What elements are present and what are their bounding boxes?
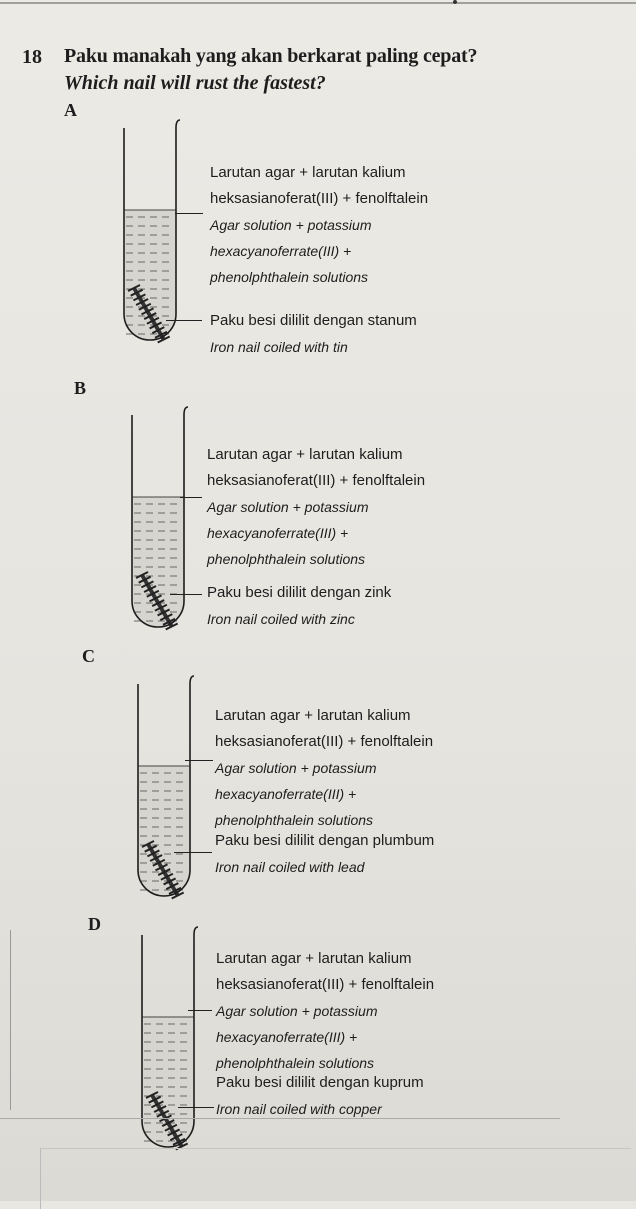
option-d-solution-ms-1: Larutan agar + larutan kalium <box>216 950 412 967</box>
option-b-nail-label <box>207 580 391 632</box>
agar-solution <box>138 766 190 896</box>
option-d-solution-en-3: phenolphthalein solutions <box>216 1055 375 1071</box>
option-a-nail-pointer <box>166 320 202 321</box>
page-top-edge <box>0 0 636 8</box>
answer-area-edge <box>40 1148 631 1209</box>
option-b-solution-ms-2: heksasianoferat(III) + fenolftalein <box>207 472 426 489</box>
test-tube-drawing <box>138 925 200 1157</box>
option-b-nail-en: Iron nail coiled with zinc <box>207 611 355 627</box>
option-c-solution-label <box>215 703 433 833</box>
option-b-solution-ms-1: Larutan agar + larutan kalium <box>207 446 403 463</box>
agar-solution <box>142 1017 194 1147</box>
option-d-solution-pointer <box>188 1010 212 1011</box>
option-c-solution-en-2: hexacyanoferrate(III) + <box>215 786 357 802</box>
question-text-english: Which nail will rust the fastest? <box>64 72 326 94</box>
option-a-solution-en-3: phenolphthalein solutions <box>210 269 369 285</box>
test-tube-drawing <box>120 118 182 350</box>
option-d-nail-label <box>216 1070 424 1122</box>
option-c-nail-en: Iron nail coiled with lead <box>215 859 365 875</box>
bottom-rule <box>0 1118 560 1119</box>
test-tube-drawing <box>128 405 190 637</box>
option-d-letter[interactable]: D <box>88 914 101 934</box>
test-tube-drawing <box>134 674 196 906</box>
option-c-solution-ms-1: Larutan agar + larutan kalium <box>215 707 411 724</box>
question-text-malay: Paku manakah yang akan berkarat paling cepat? <box>64 45 478 67</box>
option-d-solution-en-2: hexacyanoferrate(III) + <box>216 1029 358 1045</box>
option-d-nail-ms: Paku besi dililit dengan kuprum <box>216 1074 424 1091</box>
option-a-solution-en-1: Agar solution + potassium <box>210 217 372 233</box>
option-a-solution-ms-1: Larutan agar + larutan kalium <box>210 164 406 181</box>
option-c-solution-en-1: Agar solution + potassium <box>215 760 377 776</box>
option-b-nail-ms: Paku besi dililit dengan zink <box>207 584 392 601</box>
option-d-solution-label <box>216 946 434 1076</box>
option-c-nail-ms: Paku besi dililit dengan plumbum <box>215 832 435 849</box>
option-d-solution-en-1: Agar solution + potassium <box>216 1003 378 1019</box>
option-d-nail-en: Iron nail coiled with copper <box>216 1101 382 1117</box>
option-b-solution-en-1: Agar solution + potassium <box>207 499 369 515</box>
option-a-solution-en-2: hexacyanoferrate(III) + <box>210 243 352 259</box>
option-b-solution-label <box>207 442 425 572</box>
question-number: 18 <box>22 46 42 68</box>
margin-line <box>10 930 11 1110</box>
option-b-letter[interactable]: B <box>74 378 87 398</box>
option-d-solution-ms-2: heksasianoferat(III) + fenolftalein <box>216 976 435 993</box>
option-a-solution-pointer <box>175 213 203 214</box>
agar-solution <box>132 497 184 627</box>
option-b-nail-pointer <box>170 594 202 595</box>
option-a-nail-label <box>210 308 417 360</box>
option-c-test-tube <box>134 674 196 911</box>
option-c-solution-ms-2: heksasianoferat(III) + fenolftalein <box>215 733 434 750</box>
option-c-nail-pointer <box>174 852 212 853</box>
option-b-solution-en-3: phenolphthalein solutions <box>207 551 366 567</box>
option-a-nail-en: Iron nail coiled with tin <box>210 339 348 355</box>
option-c-solution-pointer <box>185 760 213 761</box>
option-c-nail-label <box>215 828 434 880</box>
option-d-nail-pointer <box>178 1107 214 1108</box>
option-b-solution-pointer <box>180 497 202 498</box>
option-b-solution-en-2: hexacyanoferrate(III) + <box>207 525 349 541</box>
option-c-letter[interactable]: C <box>82 646 95 666</box>
option-a-nail-ms: Paku besi dililit dengan stanum <box>210 312 417 329</box>
option-a-solution-ms-2: heksasianoferat(III) + fenolftalein <box>210 190 429 207</box>
option-a-letter[interactable]: A <box>64 100 77 120</box>
option-a-solution-label <box>210 160 428 290</box>
option-b-test-tube <box>128 405 190 642</box>
option-c-solution-en-3: phenolphthalein solutions <box>215 812 374 828</box>
option-d-test-tube <box>138 925 200 1162</box>
